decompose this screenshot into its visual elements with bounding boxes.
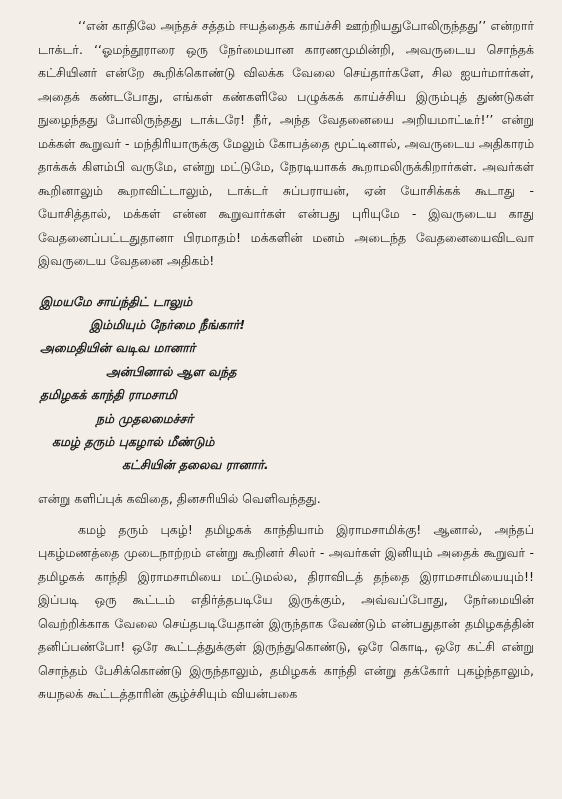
poem-source-line: என்று களிப்புக் கவிதை, தினசரியில் வெளிவந்தது. [38,490,321,506]
poem-line: அமைதியின் வடிவ மானார் [40,340,196,356]
paragraph: கமழ் தரும் புகழ்! தமிழகக் காந்தியாம் இராமசாமிக்கு! ஆனால், அந்தப் புகழ்மணத்தை முடைநாற்றம் என்று கூறினர் சிலர் - அவர்கள் இனியும் அதைக் கூறுவர் - தமிழகக் காந்தி இராமசாமியை மட்டுமல்ல, திராவிடத் தந்தை இராமசாமியையும்!! இப்படி ஒரு கூட்டம் எதிர்த்தபடியே இருக்கும், அவ்வப்போது, நேர்மையின் வெற்றிக்காக வேலை செய்தபடியேதான் இருந்தாக வேண்டும் என்பதுதான் தமிழகத்தின் தனிப்பண்போ! ஒரே கூட்டத்துக்குள் இருந்துகொண்டு, ஒரே கொடி, ஒரே கட்சி என்று சொந்தம் பேசிக்கொண்டு இருந்தாலும், தமிழகக் காந்தி என்று தக்கோர் புகழ்ந்தாலும், சுயநலக் கூட்டத்தாரின் சூழ்ச்சியும் வியன்பகை [38,521,534,702]
poem-line: கமழ் தரும் புகழால் மீண்டும் [52,433,215,449]
poem-block [38,290,534,477]
second-paragraph-block [38,518,534,706]
poem-line: தமிழகக் காந்தி ராமசாமி [40,387,177,403]
poem-line: அன்பினால் ஆள வந்த [106,363,237,379]
paragraph: ‘‘என் காதிலே அந்தச் சத்தம் ஈயத்தைக் காய்ச்சி ஊற்றியதுபோலிருந்தது’’ என்றார் டாக்டர். ‘‘ஓமந்தூராரை ஒரு நேர்மையான காரணமுமின்றி, அவருடைய சொந்தக் கட்சியினர் என்றே கூறிக்கொண்டு விலக்க வேலை செய்தார்களே, சில ஐயர்மார்கள், அதைக் கண்டபோது, எங்கள் கண்களிலே பழுக்கக் காய்ச்சிய இரும்புத் துண்டுகள் நுழைந்தது போலிருந்தது டாக்டரே! நீர், அந்த வேதனையை அறியமாட்டீர்!’’ என்று மக்கள் கூறுவர் - மந்திரியாருக்கு மேலும் கோபத்தை மூட்டினால், அவருடைய அதிகாரம் தாக்கக் கிளம்பி வருமே, என்று மட்டுமே, நேரடியாகக் கூறாமலிருக்கிறார்கள். அவர்கள் கூறினாலும் கூறாவிட்டாலும், டாக்டர் சுப்பராயன், ஏன் யோசிக்கக் கூடாது - யோசித்தால், மக்கள் என்ன கூறுவார்கள் என்பது புரியுமே - இவருடைய காது வேதனைப்பட்டதுதானா பிரமாதம்! மக்களின் மனம் அடைந்த வேதனையைவிடவா இவருடைய வேதனை அதிகம்! [38,18,534,268]
poem-line: நம் முதலமைச்சர் [96,410,194,426]
poem-line: கட்சியின் தலைவ ரானார். [122,457,269,473]
first-paragraph-block [38,14,534,273]
poem-line: இம்மியும் நேர்மை நீங்கார்! [90,316,246,332]
poem-line: இமயமே சாய்ந்திட் டாலும் [40,293,193,309]
